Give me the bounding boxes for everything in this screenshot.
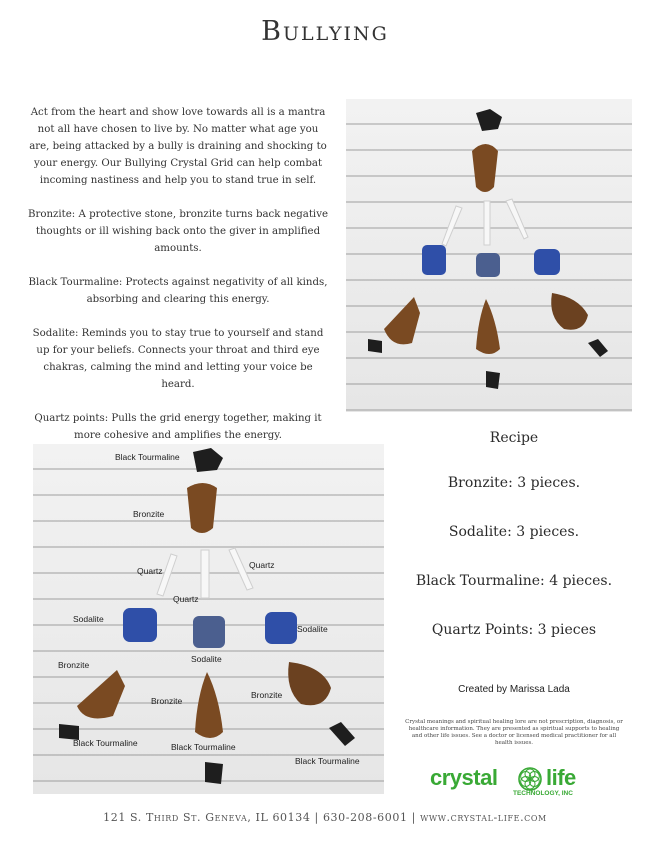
label-quartz: Quartz [173, 594, 199, 604]
label-black-tourmaline: Black Tourmaline [171, 742, 236, 752]
recipe-item-bronzite: Bronzite: 3 pieces. [447, 475, 581, 491]
bronzite-description: Bronzite: A protective stone, bronzite turns back negative thoughts or ill wishing back onto the giver in amplified amounts. [28, 209, 328, 254]
black-tourmaline-description: Black Tourmaline: Protects against negativity of all kinds, absorbing and clearing this energy. [28, 277, 328, 305]
recipe-item-black-tourmaline: Black Tourmaline: 4 pieces. [415, 573, 613, 589]
recipe-section [394, 430, 634, 671]
intro-paragraph: Act from the heart and show love towards all is a mantra not all have chosen to live by. No matter what age you are, being attacked by a bully is draining and shocking to your energy. Our Bullying Crystal Grid can help combat incoming nastiness and help you to stand true in self. [29, 107, 327, 186]
intro-text [28, 104, 328, 461]
recipe-item-sodalite: Sodalite: 3 pieces. [448, 524, 580, 540]
crystal-grid-illustration [346, 99, 632, 412]
crystal-grid-photo [346, 99, 632, 412]
author-credit: Created by Marissa Lada [458, 684, 570, 695]
logo-word-life: life [546, 765, 576, 790]
label-sodalite: Sodalite [297, 624, 328, 634]
label-bronzite: Bronzite [251, 690, 283, 700]
footer-address: 121 S. Third St. Geneva, IL 60134 | 630-208-6001 | www.crystal-life.com [103, 811, 547, 824]
recipe-heading: Recipe [489, 430, 539, 446]
logo-word-crystal: crystal [430, 765, 498, 790]
label-black-tourmaline: Black Tourmaline [115, 452, 180, 462]
crystal-life-logo [430, 765, 600, 803]
sodalite-description: Sodalite: Reminds you to stay true to yourself and stand up for your beliefs. Connects your throat and third eye chakras, calming the mind and letting your voice be heard. [32, 328, 324, 390]
label-sodalite: Sodalite [191, 654, 222, 664]
label-quartz: Quartz [137, 566, 163, 576]
label-bronzite: Bronzite [151, 696, 183, 706]
recipe-item-quartz-points: Quartz Points: 3 pieces [431, 622, 597, 638]
label-black-tourmaline: Black Tourmaline [295, 756, 360, 766]
label-bronzite: Bronzite [58, 660, 90, 670]
quartz-description: Quartz points: Pulls the grid energy together, making it more cohesive and amplifies the energy. [34, 413, 322, 441]
label-quartz: Quartz [249, 560, 275, 570]
health-disclaimer: Crystal meanings and spiritual healing lore are not prescription, diagnosis, or healthcare information. They are presented as spiritual supports to healing and other life issues. See a doctor or licensed medical practitioner for all health issues. [405, 719, 623, 746]
labeled-crystal-grid-photo [33, 444, 384, 794]
label-bronzite: Bronzite [133, 509, 165, 519]
logo-subtitle: TECHNOLOGY, INC [513, 790, 573, 797]
label-sodalite: Sodalite [73, 614, 104, 624]
label-black-tourmaline: Black Tourmaline [73, 738, 138, 748]
page-title: Bullying [261, 16, 389, 47]
flower-of-life-icon [518, 767, 542, 791]
